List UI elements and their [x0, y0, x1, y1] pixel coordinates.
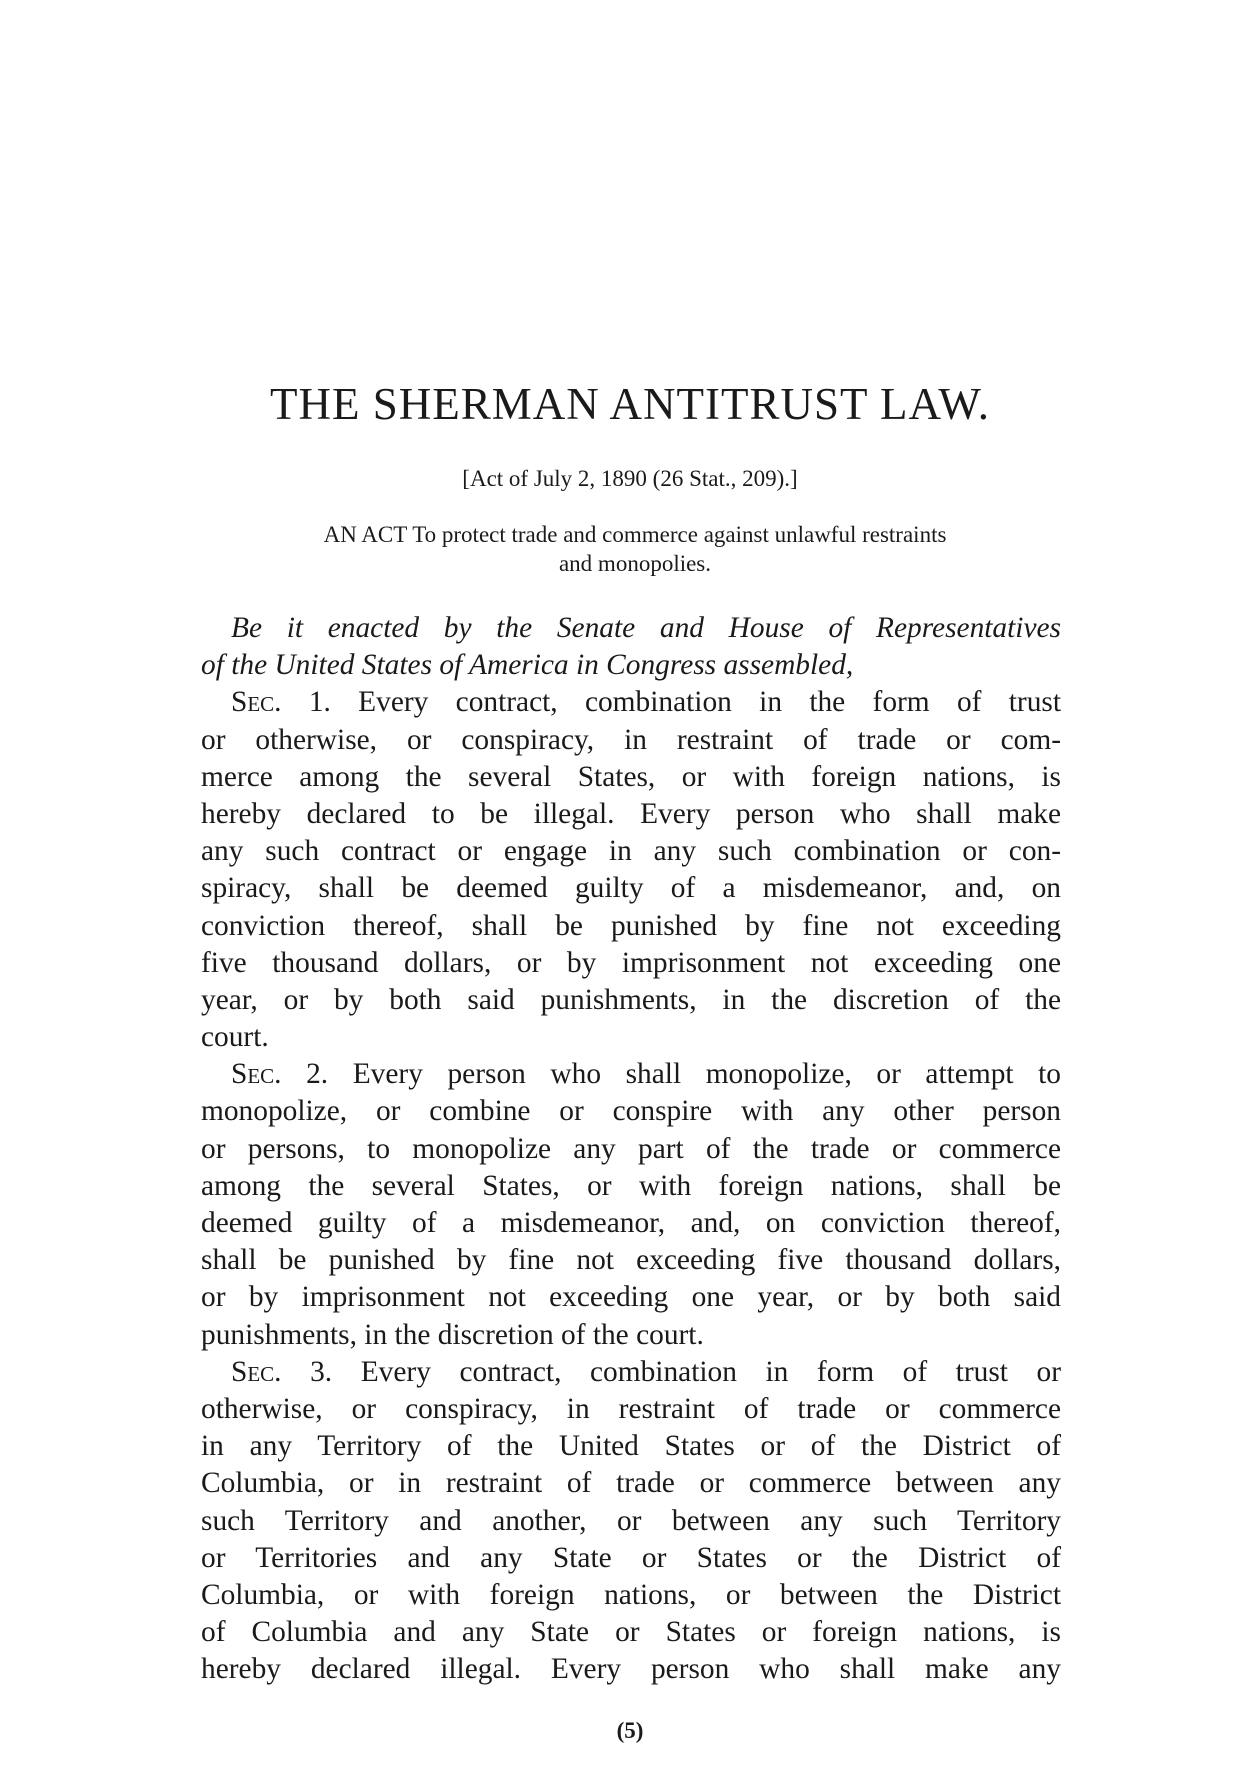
- section-1-label: Sec. 1.: [231, 686, 331, 719]
- section-3-line: of Columbia and any State or States or foreign nations, is: [201, 1616, 1061, 1649]
- section-1-line: hereby declared to be illegal. Every person who shall make: [201, 797, 1061, 830]
- section-3-line: hereby declared illegal. Every person who shall make any: [201, 1653, 1061, 1686]
- section-3-label: Sec. 3.: [231, 1355, 333, 1388]
- section-1-first-line: [201, 684, 1061, 721]
- section-1-line: merce among the several States, or with foreign nations, is: [201, 760, 1061, 793]
- section-1-text: Every contract, combination in the form of trust: [330, 686, 1061, 719]
- page-number: (5): [616, 1718, 644, 1743]
- section-2-line: or by imprisonment not exceeding one year, or by both said: [201, 1281, 1061, 1314]
- enacting-clause-line: Be it enacted by the Senate and House of Representatives: [231, 612, 1061, 644]
- section-3-text: Every contract, combination in form of trust or: [332, 1355, 1061, 1388]
- section-2-line: deemed guilty of a misdemeanor, and, on conviction thereof,: [201, 1207, 1061, 1239]
- act-caption-line: and monopolies.: [558, 551, 712, 576]
- section-1-line: conviction thereof, shall be punished by fine not exceeding: [201, 909, 1061, 942]
- section-3-line: otherwise, or conspiracy, in restraint of trade or commerce: [201, 1392, 1061, 1425]
- section-1-line: five thousand dollars, or by imprisonment not exceeding one: [201, 946, 1061, 979]
- section-2-label: Sec. 2.: [231, 1058, 329, 1091]
- section-2-text: Every person who shall monopolize, or attempt to: [328, 1058, 1061, 1091]
- act-caption: [205, 520, 1065, 578]
- statute-body: [201, 610, 1061, 1688]
- section-3-line: in any Territory of the United States or of the District of: [201, 1430, 1061, 1463]
- section-3-first-line: [201, 1354, 1061, 1391]
- section-3-line: Columbia, or with foreign nations, or between the District: [201, 1578, 1061, 1611]
- section-1-line: or otherwise, or conspiracy, in restraint of trade or com-: [201, 723, 1061, 756]
- document-title: THE SHERMAN ANTITRUST LAW.: [270, 379, 990, 429]
- section-2-line: shall be punished by fine not exceeding five thousand dollars,: [201, 1244, 1061, 1277]
- section-2-line: monopolize, or combine or conspire with any other person: [201, 1095, 1061, 1128]
- section-3-line: such Territory and another, or between any such Territory: [201, 1504, 1061, 1537]
- section-1-line: any such contract or engage in any such combination or con-: [201, 835, 1061, 868]
- act-citation: [Act of July 2, 1890 (26 Stat., 209).]: [462, 466, 798, 491]
- section-3-line: Columbia, or in restraint of trade or commerce between any: [201, 1467, 1061, 1500]
- section-1-line: year, or by both said punishments, in the discretion of the: [201, 983, 1061, 1016]
- section-2-line: punishments, in the discretion of the court.: [201, 1318, 704, 1351]
- section-2-line: or persons, to monopolize any part of the trade or commerce: [201, 1132, 1061, 1165]
- section-2-line: among the several States, or with foreign nations, shall be: [201, 1169, 1061, 1202]
- section-1-line: court.: [201, 1021, 269, 1054]
- act-caption-line: AN ACT To protect trade and commerce against unlawful restraints: [323, 522, 947, 547]
- section-1-line: spiracy, shall be deemed guilty of a misdemeanor, and, on: [201, 872, 1061, 905]
- enacting-clause-line: of the United States of America in Congress assembled,: [201, 649, 854, 682]
- section-3-line: or Territories and any State or States or the District of: [201, 1541, 1061, 1574]
- section-2-first-line: [201, 1056, 1061, 1093]
